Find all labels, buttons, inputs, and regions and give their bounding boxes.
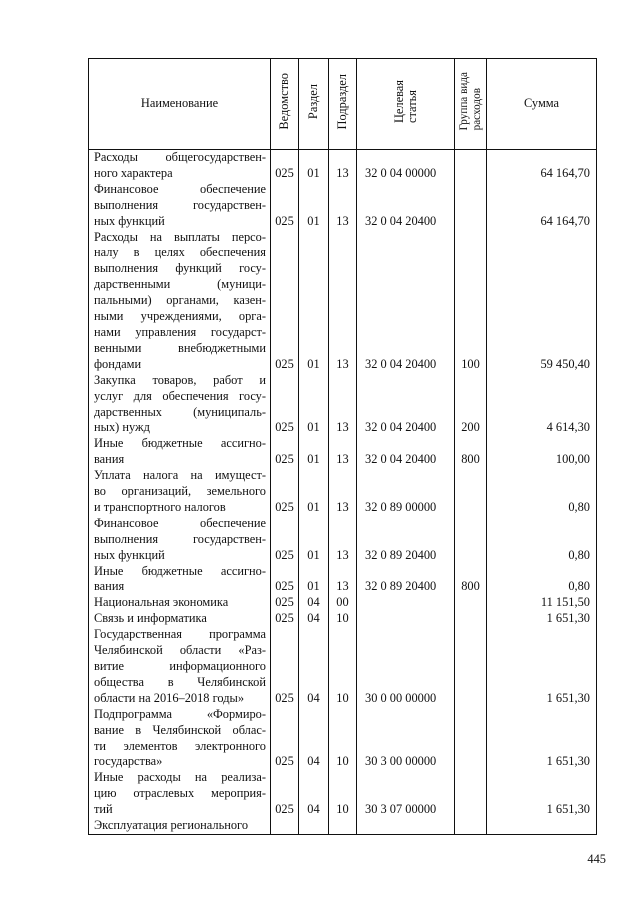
cell-razdel: 01 xyxy=(299,468,329,516)
cell-summa: 1 651,30 xyxy=(487,611,597,627)
name-line: Уплата налога на имущест- xyxy=(94,468,266,483)
name-line: тий xyxy=(94,802,113,817)
name-line: дарственных (муниципаль- xyxy=(94,404,266,419)
cell-razdel: 01 xyxy=(299,150,329,182)
cell-razdel: 04 xyxy=(299,707,329,771)
cell-summa xyxy=(487,818,597,834)
table-row xyxy=(89,770,597,818)
cell-podrazdel: 10 xyxy=(329,611,357,627)
table-body xyxy=(89,150,597,835)
cell-gruppa-vida-raskhodov xyxy=(455,150,487,182)
header-gruppa-vida-raskhodov: Группа видарасходов xyxy=(455,59,487,150)
name-line: Закупка товаров, работ и xyxy=(94,372,266,387)
cell-razdel: 04 xyxy=(299,627,329,707)
name-line: венными внебюджетными xyxy=(94,340,266,355)
cell-podrazdel xyxy=(329,818,357,834)
cell-summa: 1 651,30 xyxy=(487,627,597,707)
cell-summa: 64 164,70 xyxy=(487,150,597,182)
cell-gruppa-vida-raskhodov: 100 xyxy=(455,230,487,373)
cell-name xyxy=(89,182,271,230)
cell-podrazdel: 13 xyxy=(329,150,357,182)
cell-vedomstvo: 025 xyxy=(271,707,299,771)
cell-razdel: 01 xyxy=(299,373,329,437)
cell-razdel: 01 xyxy=(299,182,329,230)
cell-razdel: 01 xyxy=(299,564,329,596)
cell-vedomstvo: 025 xyxy=(271,373,299,437)
name-line: Иные расходы на реализа- xyxy=(94,770,266,785)
name-line: выполнения государствен- xyxy=(94,531,266,546)
cell-razdel: 04 xyxy=(299,595,329,611)
cell-gruppa-vida-raskhodov: 200 xyxy=(455,373,487,437)
cell-vedomstvo: 025 xyxy=(271,230,299,373)
cell-gruppa-vida-raskhodov xyxy=(455,611,487,627)
name-line: Расходы на выплаты персо- xyxy=(94,229,266,244)
cell-celevaya-statya xyxy=(357,611,455,627)
cell-summa: 64 164,70 xyxy=(487,182,597,230)
name-line: фондами xyxy=(94,356,142,371)
name-line: Финансовое обеспечение xyxy=(94,515,266,530)
name-line: Эксплуатация регионального xyxy=(94,818,249,833)
table-row xyxy=(89,436,597,468)
cell-podrazdel: 10 xyxy=(329,707,357,771)
header-celevaya-statya: Целеваястатья xyxy=(357,59,455,150)
cell-name xyxy=(89,770,271,818)
cell-summa: 59 450,40 xyxy=(487,230,597,373)
cell-podrazdel: 00 xyxy=(329,595,357,611)
name-line: вание в Челябинской облас- xyxy=(94,722,266,737)
cell-name xyxy=(89,564,271,596)
cell-podrazdel: 10 xyxy=(329,770,357,818)
cell-vedomstvo: 025 xyxy=(271,150,299,182)
cell-celevaya-statya: 32 0 04 20400 xyxy=(357,436,455,468)
cell-summa: 4 614,30 xyxy=(487,373,597,437)
cell-gruppa-vida-raskhodov xyxy=(455,468,487,516)
budget-table xyxy=(88,58,597,835)
cell-gruppa-vida-raskhodov xyxy=(455,818,487,834)
header-razdel: Раздел xyxy=(299,59,329,150)
cell-razdel: 04 xyxy=(299,770,329,818)
table-row xyxy=(89,627,597,707)
name-line: Расходы общегосударствен- xyxy=(94,150,266,164)
cell-podrazdel: 13 xyxy=(329,373,357,437)
cell-name xyxy=(89,516,271,564)
cell-gruppa-vida-raskhodov xyxy=(455,595,487,611)
cell-vedomstvo: 025 xyxy=(271,564,299,596)
table-row xyxy=(89,230,597,373)
name-line: ных) нужд xyxy=(94,420,150,435)
cell-celevaya-statya: 32 0 04 00000 xyxy=(357,150,455,182)
name-line: Подпрограмма «Формиро- xyxy=(94,706,266,721)
table-row xyxy=(89,468,597,516)
cell-summa: 11 151,50 xyxy=(487,595,597,611)
cell-celevaya-statya: 32 0 04 20400 xyxy=(357,182,455,230)
cell-celevaya-statya: 30 0 00 00000 xyxy=(357,627,455,707)
cell-razdel: 01 xyxy=(299,436,329,468)
name-line: дарственными (муници- xyxy=(94,277,266,292)
name-line: вания xyxy=(94,579,125,594)
name-line: Челябинской области «Раз- xyxy=(94,643,266,658)
cell-celevaya-statya: 32 0 89 20400 xyxy=(357,516,455,564)
cell-vedomstvo: 025 xyxy=(271,611,299,627)
name-line: Национальная экономика xyxy=(94,595,229,610)
cell-gruppa-vida-raskhodov xyxy=(455,516,487,564)
name-line: нами управления государст- xyxy=(94,324,266,339)
cell-podrazdel: 13 xyxy=(329,564,357,596)
table-row xyxy=(89,182,597,230)
name-line: услуг для обеспечения госу- xyxy=(94,388,266,403)
name-line: ного характера xyxy=(94,165,173,180)
cell-celevaya-statya: 30 3 00 00000 xyxy=(357,707,455,771)
cell-name xyxy=(89,436,271,468)
name-line: ных функций xyxy=(94,547,165,562)
name-line: Связь и информатика xyxy=(94,611,207,626)
cell-vedomstvo: 025 xyxy=(271,436,299,468)
name-line: во организаций, земельного xyxy=(94,484,266,499)
cell-razdel: 01 xyxy=(299,516,329,564)
cell-name xyxy=(89,373,271,437)
cell-summa: 0,80 xyxy=(487,564,597,596)
name-line: и транспортного налогов xyxy=(94,499,226,514)
cell-name xyxy=(89,627,271,707)
cell-podrazdel: 13 xyxy=(329,468,357,516)
cell-name xyxy=(89,818,271,834)
cell-vedomstvo: 025 xyxy=(271,516,299,564)
cell-celevaya-statya: 30 3 07 00000 xyxy=(357,770,455,818)
cell-celevaya-statya: 32 0 89 00000 xyxy=(357,468,455,516)
name-line: ных функций xyxy=(94,213,165,228)
cell-celevaya-statya xyxy=(357,595,455,611)
table-row xyxy=(89,516,597,564)
name-line: Иные бюджетные ассигно- xyxy=(94,436,266,451)
table-header xyxy=(89,59,597,150)
cell-razdel: 04 xyxy=(299,611,329,627)
name-line: Иные бюджетные ассигно- xyxy=(94,563,266,578)
header-summa: Сумма xyxy=(487,59,597,150)
page-number: 445 xyxy=(587,852,606,866)
cell-name xyxy=(89,468,271,516)
cell-razdel xyxy=(299,818,329,834)
name-line: вания xyxy=(94,452,125,467)
table-row xyxy=(89,373,597,437)
header-vedomstvo: Ведомство xyxy=(271,59,299,150)
cell-vedomstvo xyxy=(271,818,299,834)
cell-gruppa-vida-raskhodov: 800 xyxy=(455,436,487,468)
cell-gruppa-vida-raskhodov xyxy=(455,770,487,818)
header-podrazdel: Подраздел xyxy=(329,59,357,150)
cell-name xyxy=(89,150,271,182)
name-line: Государственная программа xyxy=(94,627,266,642)
cell-celevaya-statya: 32 0 04 20400 xyxy=(357,230,455,373)
cell-vedomstvo: 025 xyxy=(271,627,299,707)
name-line: государства» xyxy=(94,754,163,769)
name-line: области на 2016–2018 годы» xyxy=(94,690,245,705)
name-line: ными учреждениями, орга- xyxy=(94,309,266,324)
cell-podrazdel: 13 xyxy=(329,516,357,564)
cell-podrazdel: 13 xyxy=(329,436,357,468)
cell-summa: 0,80 xyxy=(487,516,597,564)
cell-name xyxy=(89,595,271,611)
cell-summa: 100,00 xyxy=(487,436,597,468)
cell-gruppa-vida-raskhodov: 800 xyxy=(455,564,487,596)
name-line: витие информационного xyxy=(94,659,266,673)
cell-celevaya-statya xyxy=(357,818,455,834)
name-line: пальными) органами, казен- xyxy=(94,293,266,308)
cell-vedomstvo: 025 xyxy=(271,770,299,818)
name-line: выполнения государствен- xyxy=(94,197,266,212)
cell-summa: 1 651,30 xyxy=(487,770,597,818)
table-row xyxy=(89,150,597,182)
cell-name xyxy=(89,707,271,771)
cell-name xyxy=(89,611,271,627)
name-line: Финансовое обеспечение xyxy=(94,181,266,196)
cell-summa: 1 651,30 xyxy=(487,707,597,771)
table-row xyxy=(89,595,597,611)
cell-vedomstvo: 025 xyxy=(271,468,299,516)
cell-podrazdel: 13 xyxy=(329,182,357,230)
name-line: выполнения функций госу- xyxy=(94,261,266,276)
cell-podrazdel: 13 xyxy=(329,230,357,373)
cell-razdel: 01 xyxy=(299,230,329,373)
cell-podrazdel: 10 xyxy=(329,627,357,707)
cell-vedomstvo: 025 xyxy=(271,595,299,611)
table-row xyxy=(89,707,597,771)
name-line: ти элементов электронного xyxy=(94,738,266,753)
cell-celevaya-statya: 32 0 89 20400 xyxy=(357,564,455,596)
name-line: цию отраслевых мероприя- xyxy=(94,786,266,801)
table-row xyxy=(89,818,597,834)
cell-gruppa-vida-raskhodov xyxy=(455,182,487,230)
name-line: налу в целях обеспечения xyxy=(94,245,266,260)
cell-summa: 0,80 xyxy=(487,468,597,516)
table-row xyxy=(89,611,597,627)
name-line: общества в Челябинской xyxy=(94,674,266,689)
header-name: Наименование xyxy=(89,59,271,150)
cell-vedomstvo: 025 xyxy=(271,182,299,230)
cell-gruppa-vida-raskhodov xyxy=(455,627,487,707)
cell-name xyxy=(89,230,271,373)
cell-celevaya-statya: 32 0 04 20400 xyxy=(357,373,455,437)
cell-gruppa-vida-raskhodov xyxy=(455,707,487,771)
table-row xyxy=(89,564,597,596)
